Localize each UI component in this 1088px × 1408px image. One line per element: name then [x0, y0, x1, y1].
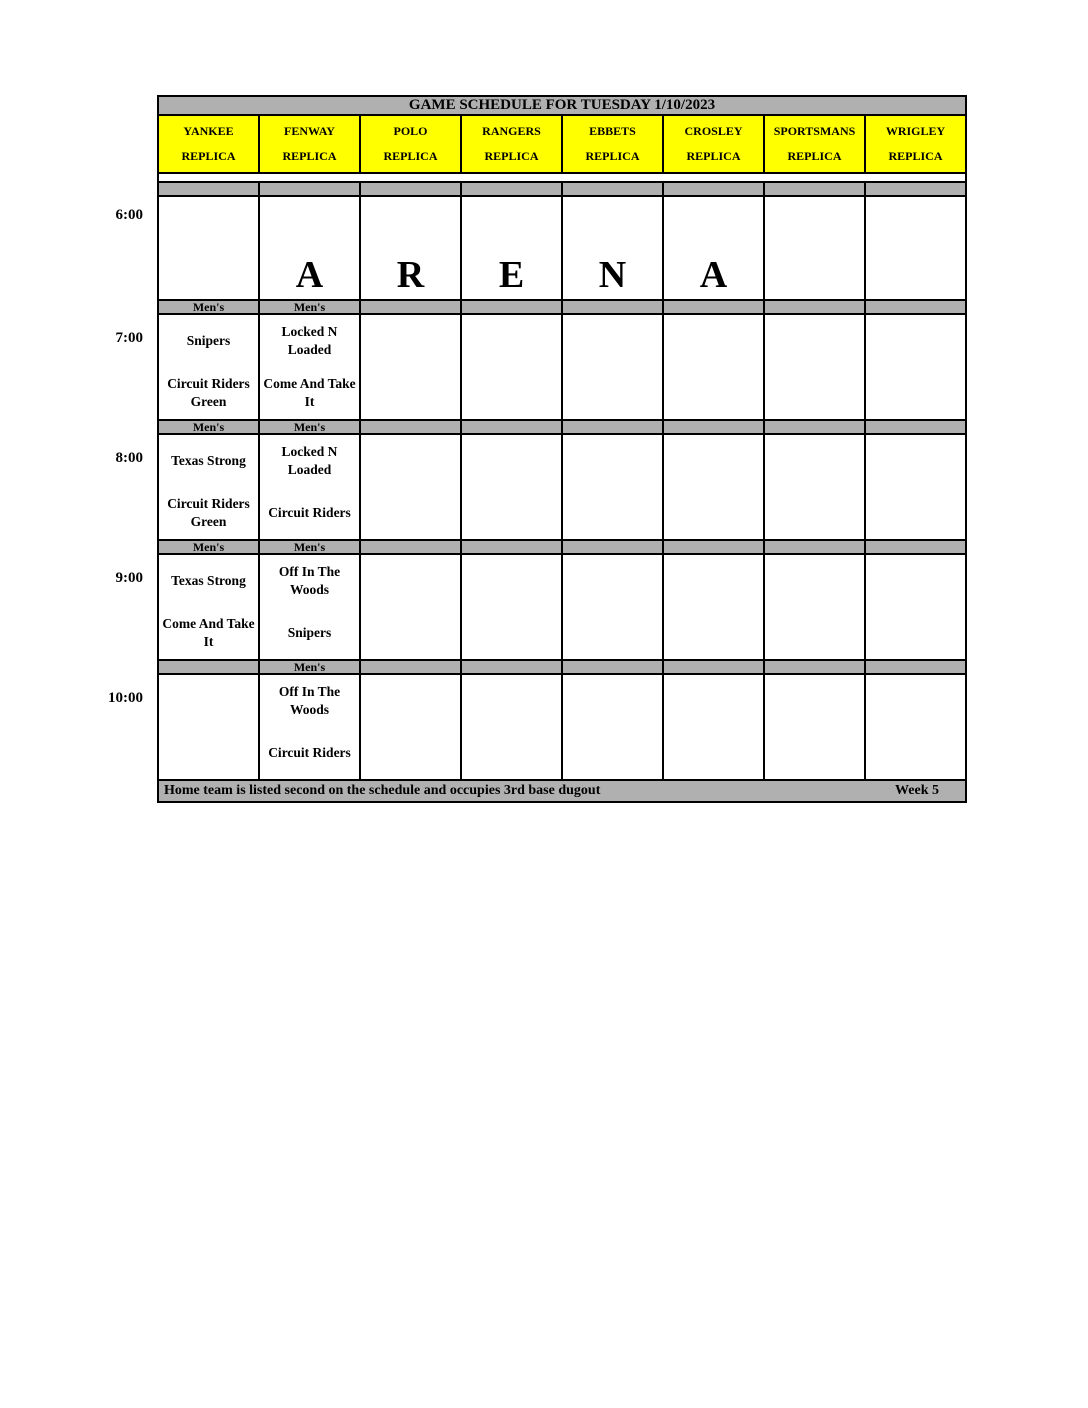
away-team: [361, 435, 460, 487]
home-team: [361, 607, 460, 659]
home-team: [159, 727, 258, 779]
schedule-cell: [763, 675, 864, 779]
division-label: [561, 541, 662, 553]
schedule-cell: [258, 555, 359, 659]
field-header-row: [159, 116, 965, 174]
schedule-cell: [159, 555, 258, 659]
field-header-sportsmans: [763, 116, 864, 172]
home-team: [563, 727, 662, 779]
schedule-cell: [763, 555, 864, 659]
time-label-900: 9:00: [115, 570, 143, 586]
arena-letter: R: [396, 254, 425, 296]
division-label: [864, 661, 965, 673]
away-team: [462, 675, 561, 727]
footer-note: Home team is listed second on the schedule and occupies 3rd base dugout: [164, 783, 601, 798]
field-name: EBBETS: [589, 124, 636, 138]
division-band-1000: [159, 661, 965, 675]
home-team: [462, 487, 561, 539]
schedule-row-600: [159, 197, 965, 301]
field-header-crosley: [662, 116, 763, 172]
home-team: Circuit Riders Green: [167, 496, 250, 529]
schedule-cell: [763, 315, 864, 419]
away-team: [765, 555, 864, 607]
field-header-wrigley: [864, 116, 965, 172]
division-label: Men's: [258, 661, 359, 673]
schedule-cell: [359, 315, 460, 419]
division-label: [159, 661, 258, 673]
schedule-cell: [460, 555, 561, 659]
home-team: Come And Take It: [263, 376, 356, 409]
home-team: [765, 487, 864, 539]
division-label: [561, 661, 662, 673]
away-team: Locked N Loaded: [281, 444, 338, 477]
schedule-cell: [662, 435, 763, 539]
schedule-cell: [864, 315, 965, 419]
division-label: [662, 183, 763, 195]
division-label: Men's: [258, 301, 359, 313]
table-title: GAME SCHEDULE FOR TUESDAY 1/10/2023: [159, 97, 965, 116]
schedule-cell: [159, 435, 258, 539]
away-team: [563, 435, 662, 487]
away-team: Locked N Loaded: [281, 324, 338, 357]
schedule-row-700: [159, 315, 965, 421]
division-band-700: [159, 301, 965, 315]
division-label: [763, 183, 864, 195]
field-name: POLO: [393, 124, 428, 138]
division-label: [561, 421, 662, 433]
away-team: Off In The Woods: [278, 564, 341, 597]
schedule-cell: [460, 435, 561, 539]
division-label: [864, 541, 965, 553]
week-label: Week 5: [895, 783, 939, 798]
home-team: [866, 727, 965, 779]
home-team: [462, 367, 561, 419]
schedule-cell: [561, 315, 662, 419]
away-team: [361, 315, 460, 367]
away-team: [866, 675, 965, 727]
home-team: [866, 487, 965, 539]
home-team: [361, 487, 460, 539]
schedule-cell: [359, 675, 460, 779]
field-name: SPORTSMANS: [773, 124, 856, 138]
away-team: [664, 315, 763, 367]
division-label: Men's: [192, 540, 225, 554]
division-label: [662, 421, 763, 433]
away-team: [765, 435, 864, 487]
away-team: Texas Strong: [171, 453, 246, 469]
division-label: Men's: [192, 420, 225, 434]
home-team: Circuit Riders Green: [167, 376, 250, 409]
schedule-cell: [763, 197, 864, 299]
home-team: [462, 607, 561, 659]
home-team: [866, 248, 965, 299]
home-team: [462, 727, 561, 779]
schedule-cell: [561, 435, 662, 539]
spacer-row: [159, 174, 965, 183]
away-team: [563, 555, 662, 607]
field-sub: REPLICA: [787, 149, 842, 163]
field-sub: REPLICA: [484, 149, 539, 163]
time-label-700: 7:00: [115, 330, 143, 346]
home-team: [765, 248, 864, 299]
field-name: WRIGLEY: [885, 124, 946, 138]
field-header-yankee: [159, 116, 258, 172]
away-team: [563, 315, 662, 367]
division-label: Men's: [192, 300, 225, 314]
schedule-cell: [258, 197, 359, 299]
away-team: [462, 435, 561, 487]
time-label-1000: 10:00: [108, 690, 143, 706]
schedule-row-1000: [159, 675, 965, 781]
home-team: [765, 367, 864, 419]
division-label: [864, 183, 965, 195]
home-team: [765, 727, 864, 779]
away-team: [462, 315, 561, 367]
schedule-cell: [258, 675, 359, 779]
schedule-table: [157, 95, 967, 803]
home-team: [361, 367, 460, 419]
footer-bar: [159, 781, 965, 801]
schedule-cell: [864, 197, 965, 299]
field-header-fenway: [258, 116, 359, 172]
arena-letter: A: [295, 254, 324, 296]
field-sub: REPLICA: [282, 149, 337, 163]
schedule-cell: [864, 675, 965, 779]
home-team: [664, 487, 763, 539]
away-team: [866, 315, 965, 367]
division-label: [359, 183, 460, 195]
division-label: [460, 421, 561, 433]
field-header-ebbets: [561, 116, 662, 172]
schedule-cell: [159, 197, 258, 299]
home-team: [159, 248, 258, 299]
division-label: [763, 541, 864, 553]
away-team: [664, 435, 763, 487]
away-team: [361, 675, 460, 727]
division-label: [662, 541, 763, 553]
division-label: [561, 183, 662, 195]
home-team: [563, 367, 662, 419]
away-team: [462, 555, 561, 607]
division-label: [359, 661, 460, 673]
away-team: [866, 435, 965, 487]
division-label: [662, 301, 763, 313]
away-team: Off In The Woods: [278, 684, 341, 717]
home-team: [866, 367, 965, 419]
field-header-polo: [359, 116, 460, 172]
schedule-row-900: [159, 555, 965, 661]
schedule-cell: [662, 675, 763, 779]
away-team: [664, 555, 763, 607]
schedule-cell: [561, 197, 662, 299]
schedule-cell: [662, 315, 763, 419]
home-team: Snipers: [287, 625, 332, 641]
division-label: [460, 301, 561, 313]
field-name: FENWAY: [284, 124, 335, 138]
schedule-cell: [864, 555, 965, 659]
schedule-cell: [359, 555, 460, 659]
home-team: [664, 607, 763, 659]
home-team: Circuit Riders: [268, 505, 351, 521]
division-label: Men's: [258, 421, 359, 433]
time-label-600: 6:00: [115, 207, 143, 223]
time-label-800: 8:00: [115, 450, 143, 466]
arena-letter: E: [498, 254, 525, 296]
division-label: [460, 661, 561, 673]
away-team: [765, 675, 864, 727]
away-team: [563, 675, 662, 727]
division-label: [258, 183, 359, 195]
schedule-cell: [359, 435, 460, 539]
division-label: [460, 541, 561, 553]
schedule-cell: [460, 315, 561, 419]
division-label: [561, 301, 662, 313]
division-label: [460, 183, 561, 195]
schedule-cell: [662, 555, 763, 659]
division-band-600: [159, 183, 965, 197]
division-label: Men's: [258, 541, 359, 553]
home-team: [765, 607, 864, 659]
away-team: [361, 555, 460, 607]
home-team: Circuit Riders: [268, 745, 351, 761]
home-team: [563, 607, 662, 659]
home-team: [361, 727, 460, 779]
schedule-cell: [561, 555, 662, 659]
schedule-cell: [763, 435, 864, 539]
schedule-cell: [662, 197, 763, 299]
schedule-cell: [258, 435, 359, 539]
field-header-rangers: [460, 116, 561, 172]
field-sub: REPLICA: [585, 149, 640, 163]
schedule-row-800: [159, 435, 965, 541]
division-label: [359, 541, 460, 553]
field-name: RANGERS: [482, 124, 541, 138]
division-label: [662, 661, 763, 673]
schedule-cell: [159, 315, 258, 419]
away-team: Snipers: [186, 333, 231, 349]
division-label: [763, 301, 864, 313]
division-label: [864, 301, 965, 313]
home-team: [664, 727, 763, 779]
away-team: [159, 197, 258, 248]
division-label: [359, 421, 460, 433]
away-team: [664, 675, 763, 727]
schedule-cell: [159, 675, 258, 779]
division-band-800: [159, 421, 965, 435]
arena-letter: A: [699, 254, 728, 296]
schedule-cell: [561, 675, 662, 779]
division-label: [763, 661, 864, 673]
away-team: [866, 197, 965, 248]
field-name: YANKEE: [183, 124, 234, 138]
away-team: Texas Strong: [171, 573, 246, 589]
schedule-cell: [864, 435, 965, 539]
home-team: [664, 367, 763, 419]
home-team: [563, 487, 662, 539]
away-team: [765, 197, 864, 248]
field-name: CROSLEY: [684, 124, 743, 138]
division-label: [359, 301, 460, 313]
schedule-cell: [359, 197, 460, 299]
division-label: [159, 183, 258, 195]
arena-letter: N: [598, 254, 627, 296]
division-band-900: [159, 541, 965, 555]
field-sub: REPLICA: [686, 149, 741, 163]
field-sub: REPLICA: [383, 149, 438, 163]
home-team: [866, 607, 965, 659]
home-team: Come And Take It: [162, 616, 255, 649]
schedule-cell: [258, 315, 359, 419]
schedule-cell: [460, 197, 561, 299]
schedule-cell: [460, 675, 561, 779]
field-sub: REPLICA: [888, 149, 943, 163]
away-team: [866, 555, 965, 607]
away-team: [159, 675, 258, 727]
away-team: [765, 315, 864, 367]
field-sub: REPLICA: [181, 149, 236, 163]
division-label: [763, 421, 864, 433]
division-label: [864, 421, 965, 433]
